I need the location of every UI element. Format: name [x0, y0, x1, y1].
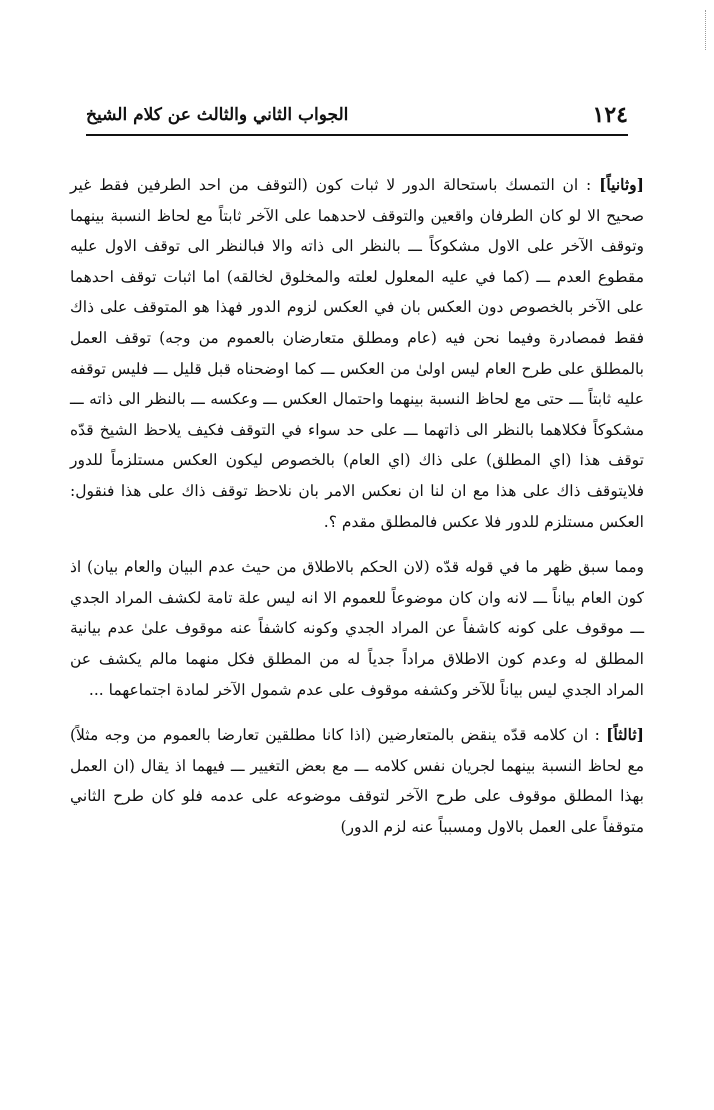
- paragraph-second-answer: [70, 170, 644, 537]
- paragraph-text: ومما سبق ظهر ما في قوله قدّه (لان الحكم بالاطلاق من حيث عدم البيان والعام بيان) اذ كون العام بياناً ـــ لانه وان كان موضوعاً للعموم الا انه ليس علة تامة لكشف المراد الجدي ـــ موقوف على كونه كاشفاً عن المراد الجدي وكونه كاشفاً عنه موقوف علىٰ عدم بيانية المطلق له وعدم كون الاطلاق مراداً جدياً له من المطلق فكل منهما مالم يكشف عن المراد الجدي ليس بياناً للآخر وكشفه موقوف على عدم شمول الآخر لمادة اجتماعهما ...: [70, 558, 644, 699]
- paragraph-third-answer: [70, 720, 644, 842]
- margin-mark: [703, 10, 706, 50]
- paragraph-lead: [وثانياً]: [599, 175, 644, 194]
- header-rule: [86, 134, 628, 136]
- paragraph-lead: [ثالثاً]: [606, 725, 644, 745]
- page-number: ١٢٤: [592, 102, 628, 128]
- page-header: [86, 96, 628, 130]
- running-title: الجواب الثاني والثالث عن كلام الشيخ: [86, 105, 349, 125]
- paragraph-consequence: [70, 552, 644, 705]
- paragraph-text: : ان كلامه قدّه ينقض بالمتعارضين (اذا كانا مطلقين تعارضا بالعموم من وجه مثلاً) مع لحاظ النسبة بينهما لجريان نفس كلامه ـــ مع بعض التغيير ـــ فيهما اذ يقال (ان العمل بهذا المطلق موقوف على طرح الآخر لتوقف موضوعه على عدمه فلو كان طرح الثاني متوقفاً على العمل بالاول ومسبباً عنه لزم الدور): [70, 726, 644, 836]
- page-body: [70, 170, 644, 842]
- paragraph-text: : ان التمسك باستحالة الدور لا ثبات كون (التوقف من احد الطرفين فقط غير صحيح الا لو كان الطرفان واقعين والتوقف لاحدهما على الآخر ثابتاً مع لحاظ النسبة بينهما وتوقف الآخر على الاول مشكوكاً ـــ بالنظر الى ذاته والا فبالنظر الى توقف الاول عليه مقطوع العدم ـــ (كما في عليه المعلول لعلته والمخلوق لخالقه) اما اثبات توقف احدهما على الآخر بالخصوص دون العكس بان في العكس لزوم الدور فهذا هو المتوقف على ذاك فقط فمصادرة وفيما نحن فيه (عام ومطلق متعارضان بالعموم من وجه) توقف العمل بالمطلق على طرح العام ليس اولىٰ من العكس ـــ كما اوضحناه قبل قليل ـــ فليس توقفه عليه ثابتاً ـــ حتى مع لحاظ النسبة بينهما واحتمال العكس ـــ وعكسه ـــ بالنظر الى ذاته ـــ مشكوكاً فكلاهما بالنظر الى ذاتهما ـــ على حد سواء في التوقف فكيف يلاحظ الشيخ قدّه توقف هذا (اي المطلق) على ذاك (اي العام) بالخصوص ليكون العكس مستلزماً للدور فلايتوقف ذاك على هذا مع ان لنا ان نعكس الامر بان نلاحظ توقف ذاك على هذا فنقول: العكس مستلزم للدور فلا عكس فالمطلق مقدم ؟.: [70, 176, 644, 531]
